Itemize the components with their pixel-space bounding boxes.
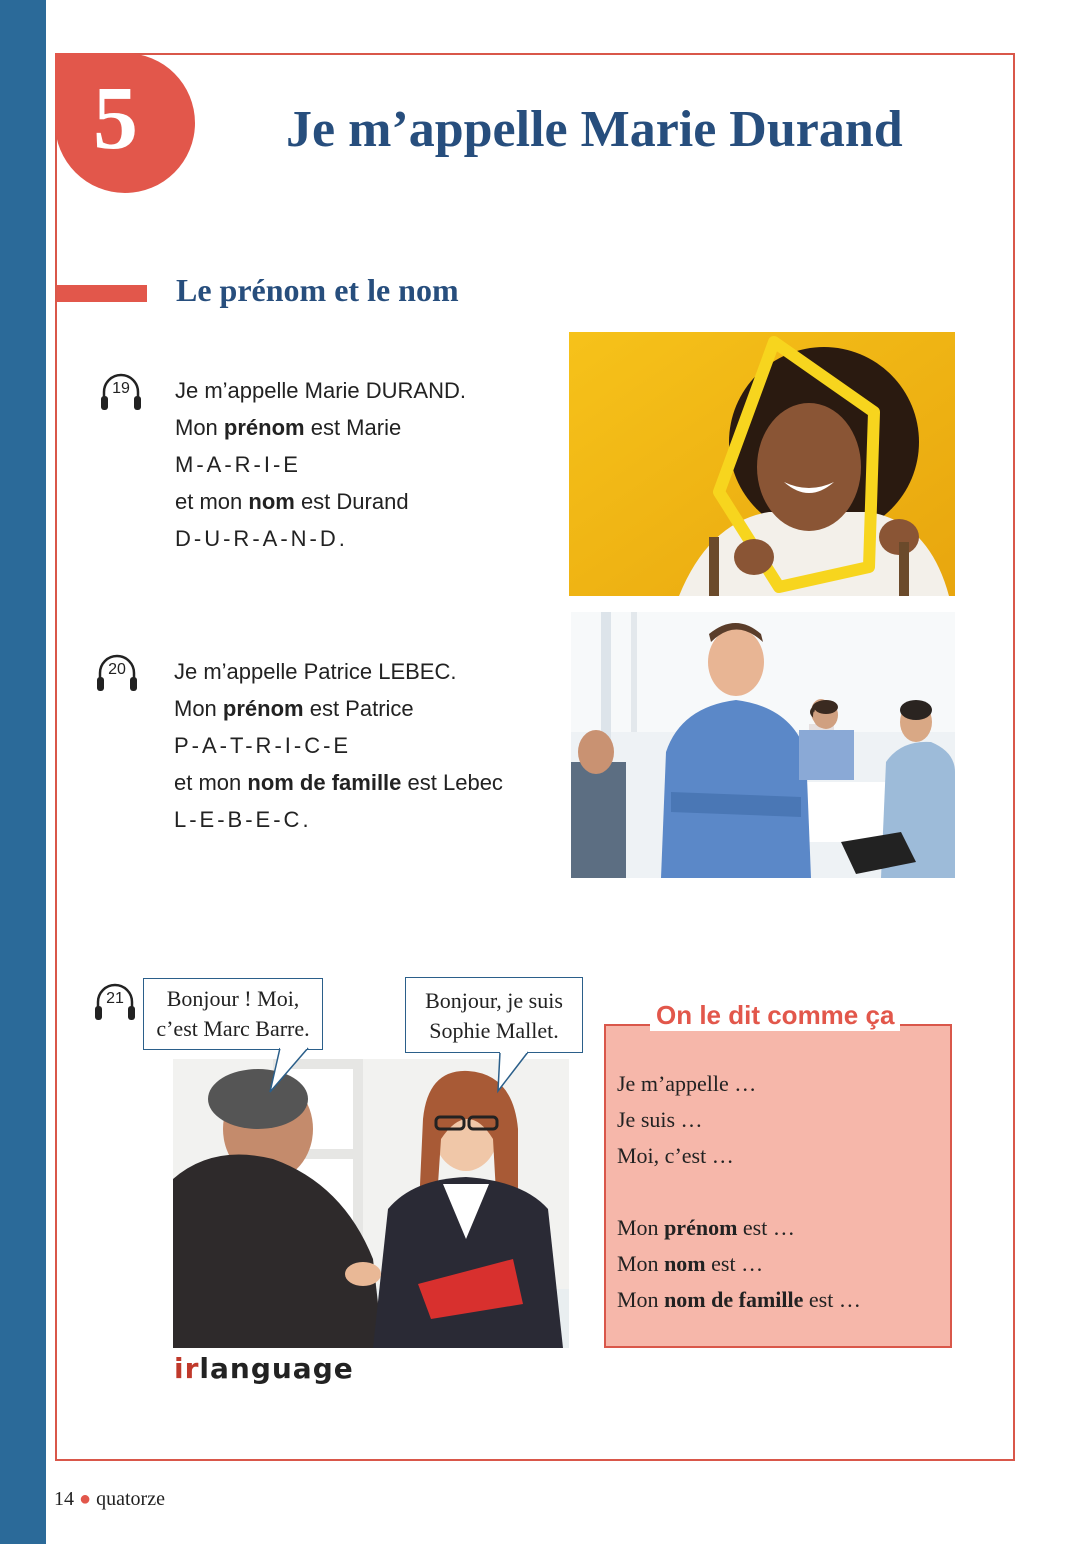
- phrase-spacer: [617, 1174, 861, 1210]
- bubble-line: c’est Marc Barre.: [156, 1016, 310, 1041]
- phrase-line: Mon prénom est …: [617, 1215, 795, 1240]
- speech-bubble-sophie: [405, 977, 583, 1053]
- page-number: 14: [54, 1488, 74, 1510]
- page-number-word: quatorze: [96, 1488, 165, 1510]
- photo-marie: [569, 332, 955, 596]
- phrase-box-title: On le dit comme ça: [650, 1000, 900, 1031]
- dialogue-line: Mon prénom est Marie: [175, 415, 402, 440]
- bubble-line: Sophie Mallet.: [429, 1018, 559, 1043]
- dialogue-line: Je m’appelle Patrice LEBEC.: [174, 659, 457, 684]
- watermark-logo: irlanguage: [174, 1352, 354, 1385]
- phrase-line: Moi, c’est …: [617, 1143, 734, 1168]
- dialogue-spelling: D-U-R-A-N-D.: [175, 526, 348, 551]
- lesson-number-badge: [55, 53, 195, 193]
- bullet-icon: ●: [79, 1488, 92, 1510]
- dialogue-line: Mon prénom est Patrice: [174, 696, 414, 721]
- phrase-line: Mon nom de famille est …: [617, 1287, 861, 1312]
- speech-bubble-marc: [143, 978, 323, 1050]
- headphones-icon[interactable]: [98, 370, 144, 416]
- section-title: Le prénom et le nom: [176, 272, 459, 308]
- page-spine: [0, 0, 46, 1544]
- lesson-number: 5: [93, 69, 138, 168]
- bubble-line: Bonjour ! Moi,: [166, 986, 300, 1011]
- headphones-icon[interactable]: [92, 980, 138, 1026]
- page-footer: [54, 1488, 165, 1511]
- headphones-icon[interactable]: [94, 651, 140, 697]
- audio-track-number: 20: [108, 661, 126, 678]
- bubble-tail-marc: [262, 1047, 322, 1097]
- phrase-line: Je suis …: [617, 1107, 703, 1132]
- phrase-box-lines: [617, 1066, 861, 1318]
- dialogue-line: Je m’appelle Marie DURAND.: [175, 378, 466, 403]
- phrase-line: Je m’appelle …: [617, 1071, 757, 1096]
- audio-track-number: 19: [112, 380, 130, 397]
- lesson-title: Je m’appelle Marie Durand: [286, 101, 903, 158]
- dialogue-spelling: L-E-B-E-C.: [174, 807, 312, 832]
- audio-track-number: 21: [106, 990, 124, 1007]
- phrase-line: Mon nom est …: [617, 1251, 764, 1276]
- photo-handshake: [173, 1059, 569, 1348]
- bubble-tail-sophie: [490, 1051, 540, 1096]
- dialogue-spelling: P-A-T-R-I-C-E: [174, 733, 352, 758]
- bubble-line: Bonjour, je suis: [425, 988, 563, 1013]
- photo-patrice: [571, 612, 955, 878]
- dialogue-spelling: M-A-R-I-E: [175, 452, 301, 477]
- dialogue-line: et mon nom est Durand: [175, 489, 409, 514]
- dialogue-line: et mon nom de famille est Lebec: [174, 770, 503, 795]
- dialogue-20: [174, 653, 503, 838]
- dialogue-19: [175, 372, 466, 557]
- section-marker: [57, 285, 147, 302]
